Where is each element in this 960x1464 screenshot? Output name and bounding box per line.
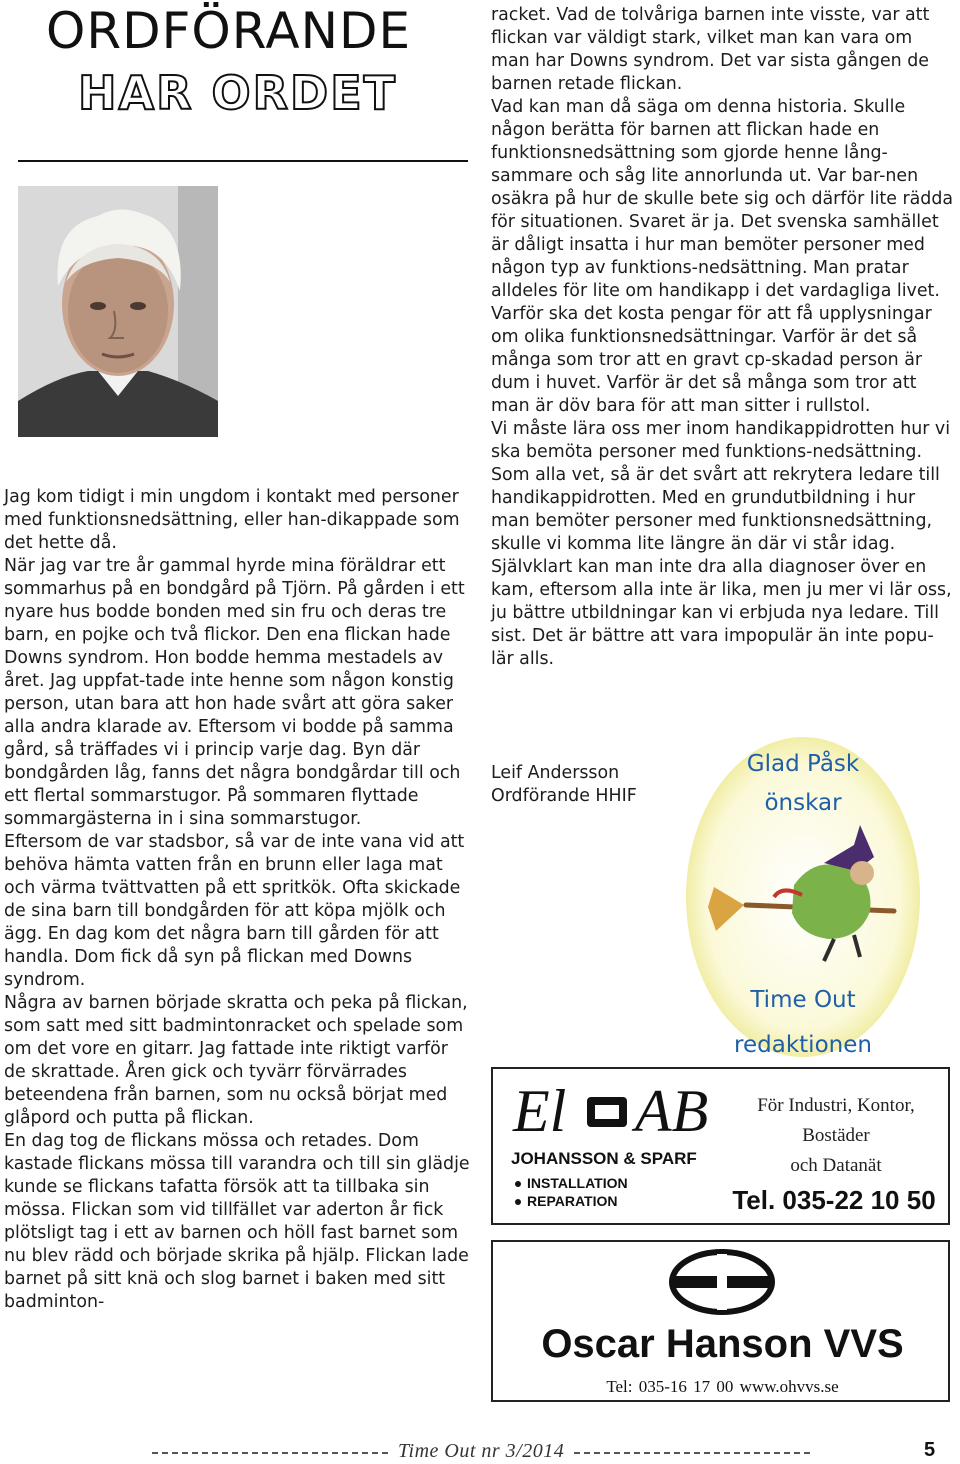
svg-text:AB: AB — [635, 1079, 709, 1143]
oh-logo-icon — [667, 1248, 777, 1316]
author-portrait — [18, 186, 218, 437]
greeting-line-1: Glad Påsk — [746, 751, 860, 777]
article-paragraph: Jag kom tidigt i min ungdom i kontakt med personer med funktionsnedsättning, eller han-dikappade som det hette då. — [4, 487, 460, 553]
ad-tagline: Bostäder — [802, 1125, 870, 1146]
footer-divider-right — [574, 1452, 810, 1454]
ad-company-name: Oscar Hanson VVS — [541, 1322, 904, 1366]
title-divider — [18, 160, 468, 162]
article-column-right — [491, 4, 953, 671]
footer-issue: Time Out nr 3/2014 — [398, 1440, 565, 1462]
ad-phone: Tel. 035-22 10 50 — [732, 1185, 936, 1215]
easter-greeting — [684, 735, 922, 1059]
greeting-line-2: önskar — [764, 790, 842, 816]
title-line-1: ORDFÖRANDE — [46, 2, 412, 60]
ad-oscar-hanson — [491, 1240, 950, 1402]
signature-role: Ordförande HHIF — [491, 786, 637, 806]
ad-tagline: och Datanät — [790, 1155, 882, 1176]
page-number: 5 — [924, 1439, 936, 1461]
article-paragraph: Vi måste lära oss mer inom handikappidrotten hur vi ska bemöta personer med funktions-nedsättning. Som alla vet, så är det svårt att rekrytera ledare till handikappidrotten. Med en grundutbildning i hur man bemöter personer med funktionsnedsättning, skulle vi komma lite längre än där vi står idag. Självklart kan man inte dra alla diagnoser över en kam, eftersom alla inte är lika, men ju mer vi lär oss, ju bättre utbildningar kan vi erbjuda nya ledare. Till sist. Det är bättre att vara impopulär än inte popu-lär alls. — [491, 419, 952, 669]
ad-tagline: För Industri, Kontor, — [757, 1095, 915, 1116]
elab-logo-icon — [509, 1079, 709, 1143]
svg-text:El: El — [513, 1079, 567, 1143]
article-paragraph: När jag var tre år gammal hyrde mina föräldrar ett sommarhus på en bondgård på Tjörn. På gården i ett nyare hus bodde bonden med sin fru och deras tre barn, en pojke och två flickor. Den ena flickan hade Downs syndrom. Hon bodde hemma mestadels av året. Jag uppfat-tade inte henne som någon konstig person, utan bara att hon hade svårt att göra saker alla andra klarade av. Eftersom vi bodde på samma gård, så träffades vi i princip varje dag. Byn där bondgården låg, fanns det några bondgårdar till och ett flertal sommarstugor. På sommaren flyttade sommargästerna in i sina sommarstugor. — [4, 556, 465, 829]
article-paragraph: Några av barnen började skratta och peka på flickan, som satt med sitt badmintonracket och spelade som om det vore en gitarr. Jag fattade inte riktigt varför de skrattade. Åren gick och tyvärr förvärrades beteendena från barnen, som nu också börjat med glåpord och putta på flickan. — [4, 993, 468, 1128]
ad-service-item: INSTALLATION — [515, 1175, 628, 1191]
ad-company-name: JOHANSSON & SPARF — [511, 1149, 697, 1168]
greeting-line-3: Time Out — [750, 987, 856, 1013]
article-paragraph: racket. Vad de tolvåriga barnen inte visste, var att flickan var väldigt stark, vilket man kan vara om man har Downs syndrom. Det var sista gången de barnen retade flickan. — [491, 5, 930, 94]
article-paragraph: Vad kan man då säga om denna historia. Skulle någon berätta för barnen att flickan hade en funktionsnedsättning som gjorde henne lång-sammare och såg lite annorlunda ut. Var bar-nen osäkra på hur de skulle bete sig och därför lite rädda för situationen. Svaret är ja. Det svenska samhället är dåligt insatta i hur man bemöter personer med någon typ av funktions-nedsättning. Man pratar alldeles för lite om handikapp i det vardagliga livet. Varför ska det kosta pengar för att få upplysningar om olika funktionsnedsättningar. Varför är det så många som tror att en gravt cp-skadad person är dum i huvet. Varför är det så många som tror att man är döv bara för att man sitter i rullstol. — [491, 97, 954, 416]
article-column-left — [4, 486, 472, 1314]
title-line-2: HAR ORDET — [78, 66, 398, 120]
article-paragraph: Eftersom de var stadsbor, så var de inte vana vid att behöva hämta vatten från en brunn eller laga mat och värma tvättvatten på ett spritkök. Ofta skickade de sina barn till bondgården för att köpa mjölk och ägg. En dag kom det några barn till gården för att handla. Dom fick då syn på flickan med Downs syndrom. — [4, 832, 465, 990]
ad-johansson-sparf — [491, 1067, 950, 1225]
greeting-line-4: redaktionen — [734, 1032, 872, 1058]
footer-divider-left — [152, 1452, 388, 1454]
signature-name: Leif Andersson — [491, 763, 620, 783]
article-paragraph: En dag tog de flickans mössa och retades. Dom kastade flickans mössa till varandra och till sin glädje kunde se flickans tafatta försök att ta tillbaka sin mössa. Flickan som vid tillfället var aderton år fick plötsligt tag i ett av barnen och höll fast barnet som nu blev rädd och började skrika på hjälp. Flickan lade barnet på sitt knä och slog barnet i baken med sitt badminton- — [4, 1131, 470, 1312]
ad-service-item: REPARATION — [515, 1193, 617, 1209]
ad-contact: Tel: 035-16 17 00 www.ohvvs.se — [606, 1377, 839, 1396]
